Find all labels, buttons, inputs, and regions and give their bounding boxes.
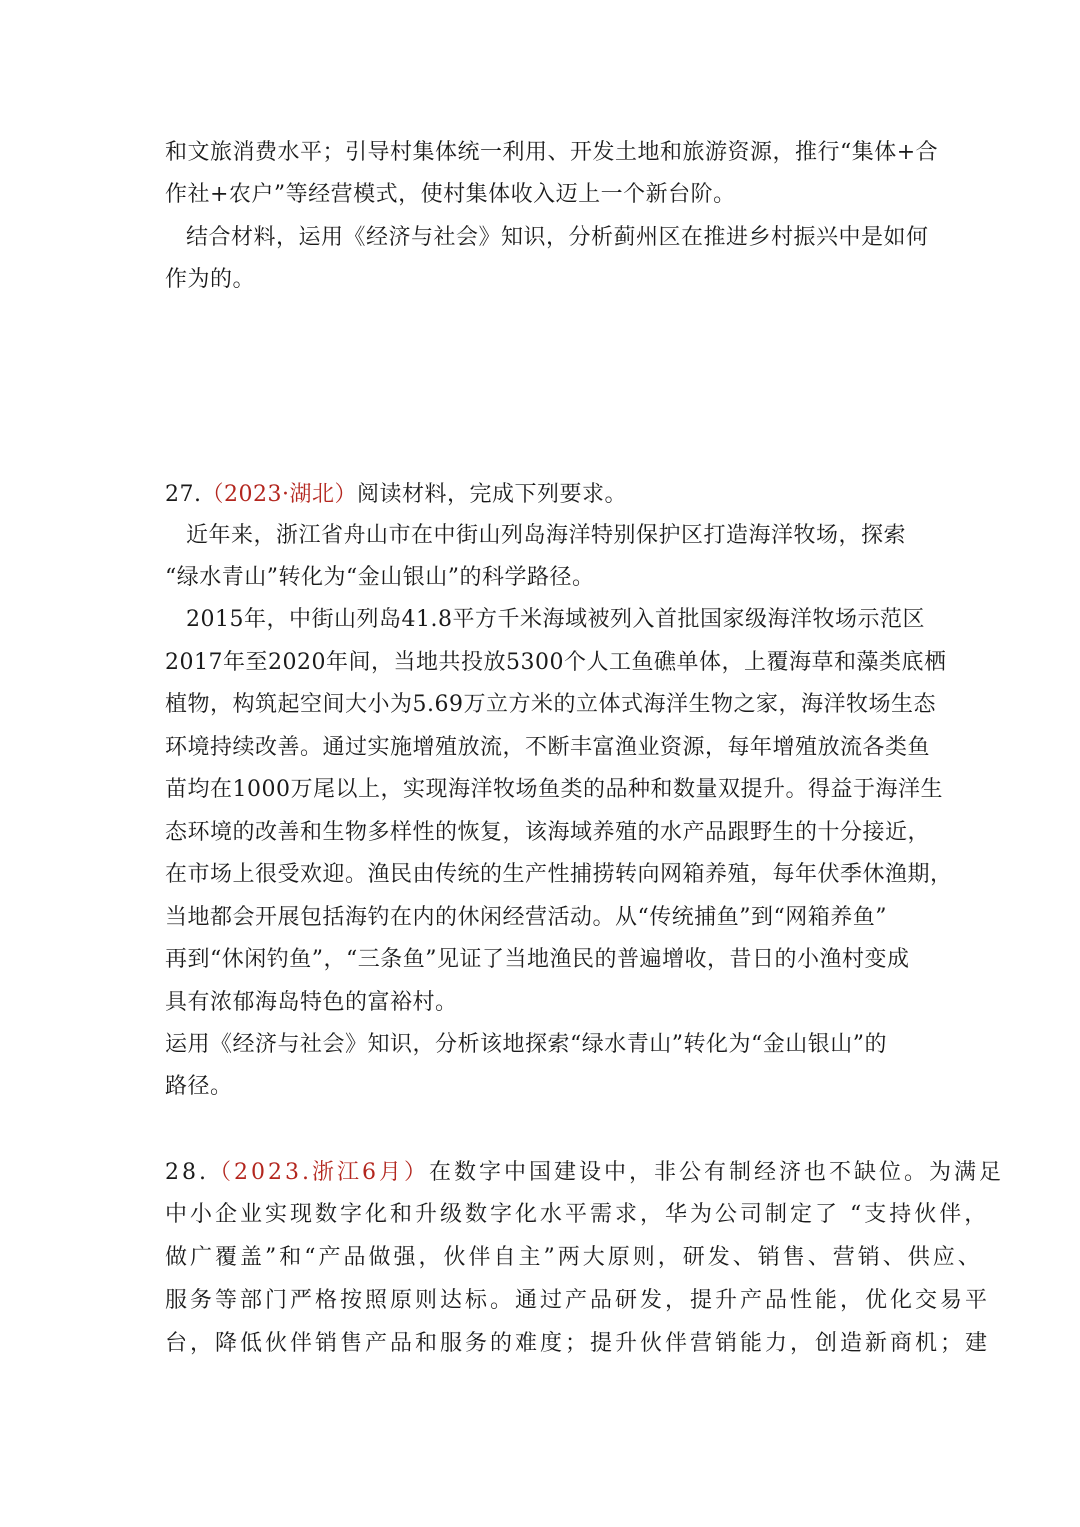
q27-number: 27. xyxy=(165,482,202,507)
q27-prompt: 阅读材料，完成下列要求。 xyxy=(356,482,627,507)
q27-line: 再到“休闲钓鱼”，“三条鱼”见证了当地渔民的普遍增收，昔日的小渔村变成 xyxy=(165,947,910,972)
q26-task-line: 结合材料，运用《经济与社会》知识，分析蓟州区在推进乡村振兴中是如何 xyxy=(186,225,929,250)
q27-line: 具有浓郁海岛特色的富裕村。 xyxy=(165,990,458,1015)
q27-line: 当地都会开展包括海钓在内的休闲经营活动。从“传统捕鱼”到“网箱养鱼” xyxy=(165,905,887,930)
q27-task-line: 路径。 xyxy=(165,1074,233,1099)
q27-line: 2017年至2020年间，当地共投放5300个人工鱼礁单体，上覆海草和藻类底栖 xyxy=(165,650,947,675)
q28-number: 28. xyxy=(165,1160,209,1185)
q26-task-line: 作为的。 xyxy=(165,267,256,292)
q26-line: 和文旅消费水平；引导村集体统一利用、开发土地和旅游资源，推行“集体+合 xyxy=(165,140,939,165)
q28-line: 中小企业实现数字化和升级数字化水平需求，华为公司制定了 “支持伙伴， xyxy=(165,1202,990,1227)
q27-task-line: 运用《经济与社会》知识，分析该地探索“绿水青山”转化为“金山银山”的 xyxy=(165,1032,887,1057)
q28-first-line: 在数字中国建设中，非公有制经济也不缺位。为满足 xyxy=(428,1160,1004,1185)
q27-line: “绿水青山”转化为“金山银山”的科学路径。 xyxy=(165,565,595,590)
q28-source: （2023.浙江6月） xyxy=(209,1160,429,1185)
q28-line: 做广覆盖”和“产品做强，伙伴自主”两大原则，研发、销售、营销、供应、 xyxy=(165,1245,983,1270)
q27-header xyxy=(165,480,627,510)
q28-line: 服务等部门严格按照原则达标。通过产品研发，提升产品性能，优化交易平 xyxy=(165,1288,991,1313)
q27-line: 近年来，浙江省舟山市在中街山列岛海洋特别保护区打造海洋牧场，探索 xyxy=(186,523,907,548)
q27-line: 2015年，中街山列岛41.8平方千米海域被列入首批国家级海洋牧场示范区 xyxy=(186,607,925,632)
q27-line: 态环境的改善和生物多样性的恢复，该海域养殖的水产品跟野生的十分接近， xyxy=(165,820,931,845)
q27-line: 苗均在1000万尾以上，实现海洋牧场鱼类的品种和数量双提升。得益于海洋生 xyxy=(165,777,943,802)
q27-line: 植物，构筑起空间大小为5.69万立方米的立体式海洋生物之家，海洋牧场生态 xyxy=(165,692,936,717)
q27-line: 在市场上很受欢迎。渔民由传统的生产性捕捞转向网箱养殖，每年伏季休渔期， xyxy=(165,862,953,887)
q28-header xyxy=(165,1158,1004,1188)
q27-line: 环境持续改善。通过实施增殖放流，不断丰富渔业资源，每年增殖放流各类鱼 xyxy=(165,735,931,760)
q27-source: （2023·湖北） xyxy=(201,482,357,507)
q26-line: 作社+农户”等经营模式，使村集体收入迈上一个新台阶。 xyxy=(165,182,736,207)
q28-line: 台，降低伙伴销售产品和服务的难度；提升伙伴营销能力，创造新商机；建 xyxy=(165,1331,991,1356)
